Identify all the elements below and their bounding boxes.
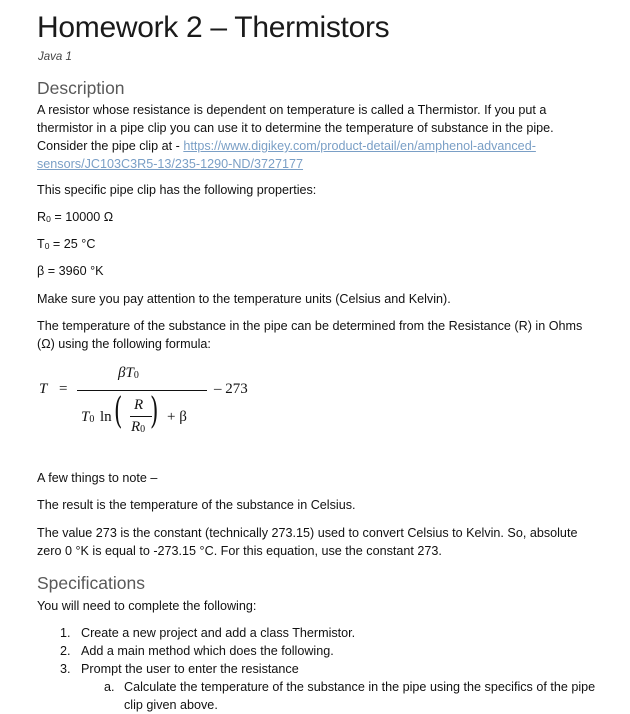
formula-lhs: T	[39, 381, 48, 397]
formula-equals: =	[59, 381, 68, 397]
spec-subitem	[104, 678, 605, 714]
properties-intro: This specific pipe clip has the following properties:	[37, 183, 317, 197]
spec-sublist	[81, 678, 605, 714]
t0-value: = 25 °C	[49, 237, 96, 251]
digikey-link[interactable]: https://www.digikey.com/product-detail/en/amphenol-advanced-sensors/JC103C3R5-13/235-1290-ND/3727177	[37, 139, 536, 171]
notes-intro: A few things to note –	[37, 471, 158, 485]
property-t0	[37, 235, 602, 255]
spec-subitem-letter: a.	[104, 680, 115, 694]
r0-label: R	[37, 210, 47, 224]
spec-item-text: Add a main method which does the following.	[81, 644, 334, 658]
numerator-beta: β	[118, 365, 126, 381]
spec-item	[60, 642, 605, 660]
formula-intro: The temperature of the substance in the pipe can be determined from the Resistance (R) in Ohms (Ω) using the following formula:	[37, 319, 583, 351]
inner-fraction-bar	[130, 416, 152, 417]
minus-273: – 273	[214, 381, 248, 397]
spec-item-text: Create a new project and add a class Thermistor.	[81, 626, 356, 640]
temperature-formula	[37, 364, 337, 454]
property-beta: β = 3960 °K	[37, 264, 104, 278]
t0-label: T	[37, 237, 45, 251]
note-kelvin-constant: The value 273 is the constant (technically 273.15) used to convert Celsius to Kelvin. So, absolute zero 0 °K is equal to -273.15 °C. For this equation, use the constant 273.	[37, 526, 578, 558]
r0-value: = 10000 Ω	[50, 210, 114, 224]
r0-subscript: 0	[46, 214, 51, 224]
denominator-t-sub: 0	[89, 414, 95, 425]
inner-denominator	[131, 419, 145, 436]
numerator-t: T	[125, 365, 134, 381]
spec-item-text: Prompt the user to enter the resistance	[81, 662, 299, 676]
formula-numerator	[118, 365, 139, 382]
note-celsius: The result is the temperature of the substance in Celsius.	[37, 498, 356, 512]
right-paren: )	[150, 391, 159, 432]
page-title: Homework 2 – Thermistors	[37, 11, 390, 44]
description-paragraph	[37, 101, 602, 173]
description-heading: Description	[37, 78, 125, 98]
inner-numerator: R	[134, 397, 144, 413]
inner-denominator-sub: 0	[140, 424, 146, 435]
numerator-sub: 0	[133, 370, 139, 381]
plus-beta: + β	[167, 409, 187, 425]
inner-denominator-letter: R	[131, 419, 141, 435]
spec-item-number: 3.	[60, 662, 71, 676]
description-text: A resistor whose resistance is dependent on temperature is called a Thermistor. If you put a thermistor in a pipe clip you can use it to determine the temperature of substance in the pipe. Consider the pipe clip at -	[37, 103, 554, 153]
spec-subitem-text: Calculate the temperature of the substance in the pipe using the specifics of the pipe clip given above.	[124, 680, 596, 712]
denominator-t-letter: T	[81, 409, 90, 425]
spec-item-number: 2.	[60, 644, 71, 658]
spec-item	[60, 660, 605, 714]
specifications-intro: You will need to complete the following:	[37, 599, 257, 613]
spec-item	[60, 624, 605, 642]
formula-ln: ln	[100, 409, 112, 425]
denominator-t	[81, 409, 94, 426]
main-fraction-bar	[77, 390, 207, 391]
left-paren: (	[114, 391, 123, 432]
t0-subscript: 0	[44, 241, 50, 251]
spec-item-number: 1.	[60, 626, 71, 640]
page-subtitle: Java 1	[38, 51, 72, 63]
specifications-list	[60, 624, 605, 714]
specifications-heading: Specifications	[37, 573, 145, 593]
property-r0	[37, 208, 602, 228]
units-note: Make sure you pay attention to the temperature units (Celsius and Kelvin).	[37, 292, 451, 306]
